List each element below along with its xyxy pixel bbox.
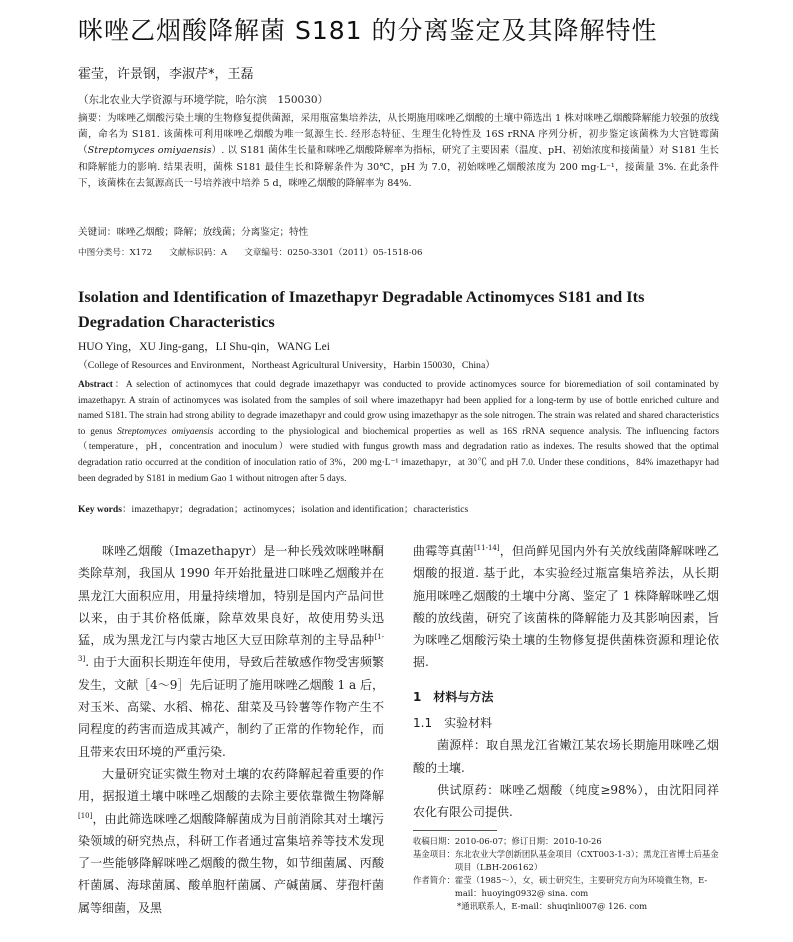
citation-ref: [10]	[78, 811, 93, 820]
body-paragraph: 菌源样：取自黑龙江省嫩江某农场长期施用咪唑乙烟酸的土壤.	[413, 738, 719, 775]
footnote-divider	[413, 830, 497, 831]
citation-ref: [11-14]	[473, 544, 500, 552]
title-cn: 咪唑乙烟酸降解菌 S181 的分离鉴定及其降解特性	[78, 16, 658, 45]
footnote-value: 东北农业大学创新团队基金项目（CXT003-1-3）；黑龙江省博士后基金项目（LBH-206162）	[454, 849, 719, 872]
body-text: . 由于大面积长期连年使用，导致后茬敏感作物受害频繁发生，文献［4～9］先后证明了施用咪唑乙烟酸 1 a 后，对玉米、高粱、水稻、棉花、甜菜及马铃薯等作物产生不同程度的药害而造成其减产，制约了正常的作物轮作，而且带来农田环境的严重污染.	[78, 655, 384, 759]
abstract-cn	[78, 111, 719, 192]
footnote-key: *	[457, 901, 462, 911]
keywords-en-label: Key words	[78, 504, 122, 515]
footnote-funding	[413, 848, 719, 874]
body-column-right	[413, 540, 719, 824]
body-text: 咪唑乙烟酸（Imazethapyr）是一种长残效咪唑啉酮类除草剂，我国从 1990 年开始批量进口咪唑乙烟酸并在黑龙江大面积应用，用量持续增加，特别是国内产品问世以来，由于其价格低廉，除草效果良好，故使用势头迅猛，成为黑龙江与内蒙古地区大豆田除草剂的主导品种	[78, 544, 384, 648]
body-column-left	[78, 540, 384, 919]
authors-en: HUO Ying，XU Jing-gang，LI Shu-qin，WANG Lei	[78, 341, 330, 353]
abstract-en-text-a: ：A selection of actinomyces that could degrade imazethapyr was conducted to provide actinomyces source for bioremediation of soil contaminated by imazethapyr. A strain of actinomyces was isolated from the samples of soil where imazethapyr had been applied for a long-term by use of bottle enriched culture and named S181. The strain had strong ability to degrade imazethapyr and could grow using imazethapyr as the sole nitrogen. The strain was related and shared characteristics to genus	[78, 380, 719, 437]
body-paragraph	[413, 540, 719, 674]
footnote-value: 2010-06-07；修订日期：2010-10-26	[454, 836, 602, 846]
footnotes	[413, 835, 719, 913]
abstract-en	[78, 378, 719, 487]
footnote-corresponding	[413, 900, 719, 913]
authors-cn: 霍莹，许景钢，李淑芹*，王磊	[78, 67, 254, 82]
title-en: Isolation and Identification of Imazethapyr Degradable Actinomyces S181 and Its Degradation Characteristics	[78, 287, 645, 331]
abstract-cn-text-a: 为咪唑乙烟酸污染土壤的生物修复提供菌源，采用瓶富集培养法，从长期施用咪唑乙烟酸的土壤中筛选出 1 株对咪唑乙烟酸降解能力较强的放线菌，命名为 S181. 该菌株可利用咪唑乙烟酸为唯一氮源生长. 经形态特征、生理生化特性及 16S rRNA 序列分析，初步鉴定该菌株为大宫链霉菌（	[78, 113, 720, 157]
footnote-value: 霍莹（1985～），女，硕士研究生，主要研究方向为环境微生物，E-mail：huoying0932@ sina. com	[454, 875, 708, 898]
abstract-en-species: Streptomyces omiyaensis	[117, 426, 214, 437]
body-text: 大量研究证实微生物对土壤的农药降解起着重要的作用，据报道土壤中咪唑乙烟酸的去除主要依靠微生物降解	[78, 766, 384, 804]
body-paragraph	[78, 763, 384, 919]
body-text: 曲霉等真菌	[413, 544, 474, 558]
abstract-en-label: Abstract	[78, 380, 113, 390]
abstract-cn-species: Streptomyces omiyaensis	[87, 145, 212, 157]
keywords-en	[78, 503, 468, 517]
body-paragraph	[78, 540, 384, 763]
footnote-key: 基金项目：	[413, 849, 455, 859]
footnote-key: 作者简介：	[413, 875, 455, 885]
footnote-received	[413, 835, 719, 848]
abstract-cn-text-b: ）. 以 S181 菌体生长量和咪唑乙烟酸降解率为指标，研究了主要因素（温度、pH、初始浓度和接菌量）对 S181 生长和降解能力的影响. 结果表明，菌株 S181 最佳生长和降解条件为 30℃，pH 为 7.0，初始咪唑乙烟酸浓度为 200 mg·L⁻¹，接菌量 3%. 在此条件下，该菌株在去氮源高氏一号培养液中培养 5 d，咪唑乙烟酸的降解率为 84%.	[78, 145, 720, 189]
body-text: ，但尚鲜见国内外有关放线菌降解咪唑乙烟酸的报道. 基于此，本实验经过瓶富集培养法，从长期施用咪唑乙烟酸的土壤中分离、鉴定了 1 株降解咪唑乙烟酸的放线菌，研究了该菌株的降解能力及其影响因素，旨为咪唑乙烟酸污染土壤的生物修复提供菌株资源和理论依据.	[413, 544, 719, 670]
classification-cn: 中图分类号：X172 文献标识码：A 文章编号：0250-3301（2011）05-1518-06	[78, 248, 423, 258]
footnote-key: 收稿日期：	[413, 836, 455, 846]
keywords-cn: 关键词：咪唑乙烟酸；降解；放线菌；分离鉴定；特性	[78, 227, 309, 238]
abstract-cn-label: 摘要：	[78, 113, 108, 124]
section-heading: 1 材料与方法	[413, 689, 494, 704]
abstract-en-text-b: according to the physiological and biochemical properties as well as 16S rRNA sequence analysis. The influencing factors（temperature，pH，concentration and inoculum）were studied with fungus growth mass and degradation ratio as indexes. The results showed that the optimal degradation ratio occurred at the condition of inoculation ratio of 3%，200 mg·L⁻¹ imazethapyr，at 30℃ and pH 7.0. Under these conditions，84% imazethapyr had been degraded by S181 in medium Gao 1 without nitrogen after 5 days.	[78, 426, 720, 484]
citation-ref: [1-3]	[78, 633, 384, 664]
affiliation-en: （College of Resources and Environment，Northeast Agricultural University，Harbin 150030，China）	[78, 360, 496, 371]
body-paragraph: 供试原药：咪唑乙烟酸（纯度≥98%），由沈阳同祥农化有限公司提供.	[413, 782, 719, 820]
subsection-heading: 1.1 实验材料	[413, 716, 493, 731]
affiliation-cn: （东北农业大学资源与环境学院，哈尔滨 150030）	[78, 94, 329, 106]
footnote-value: 通讯联系人，E-mail：shuqinli007@ 126. com	[461, 901, 648, 911]
keywords-en-text: ：imazethapyr；degradation；actinomyces；isolation and identification；characteristics	[121, 504, 469, 515]
body-text: ，由此筛选咪唑乙烟酸降解菌成为目前消除其对土壤污染领域的研究热点，科研工作者通过富集培养等技术发现了一些能够降解咪唑乙烟酸的微生物，如节细菌属、丙酸杆菌属、海球菌属、酸单胞杆菌属、产碱菌属、芽孢杆菌属等细菌，及黑	[78, 811, 384, 915]
footnote-author	[413, 874, 719, 900]
